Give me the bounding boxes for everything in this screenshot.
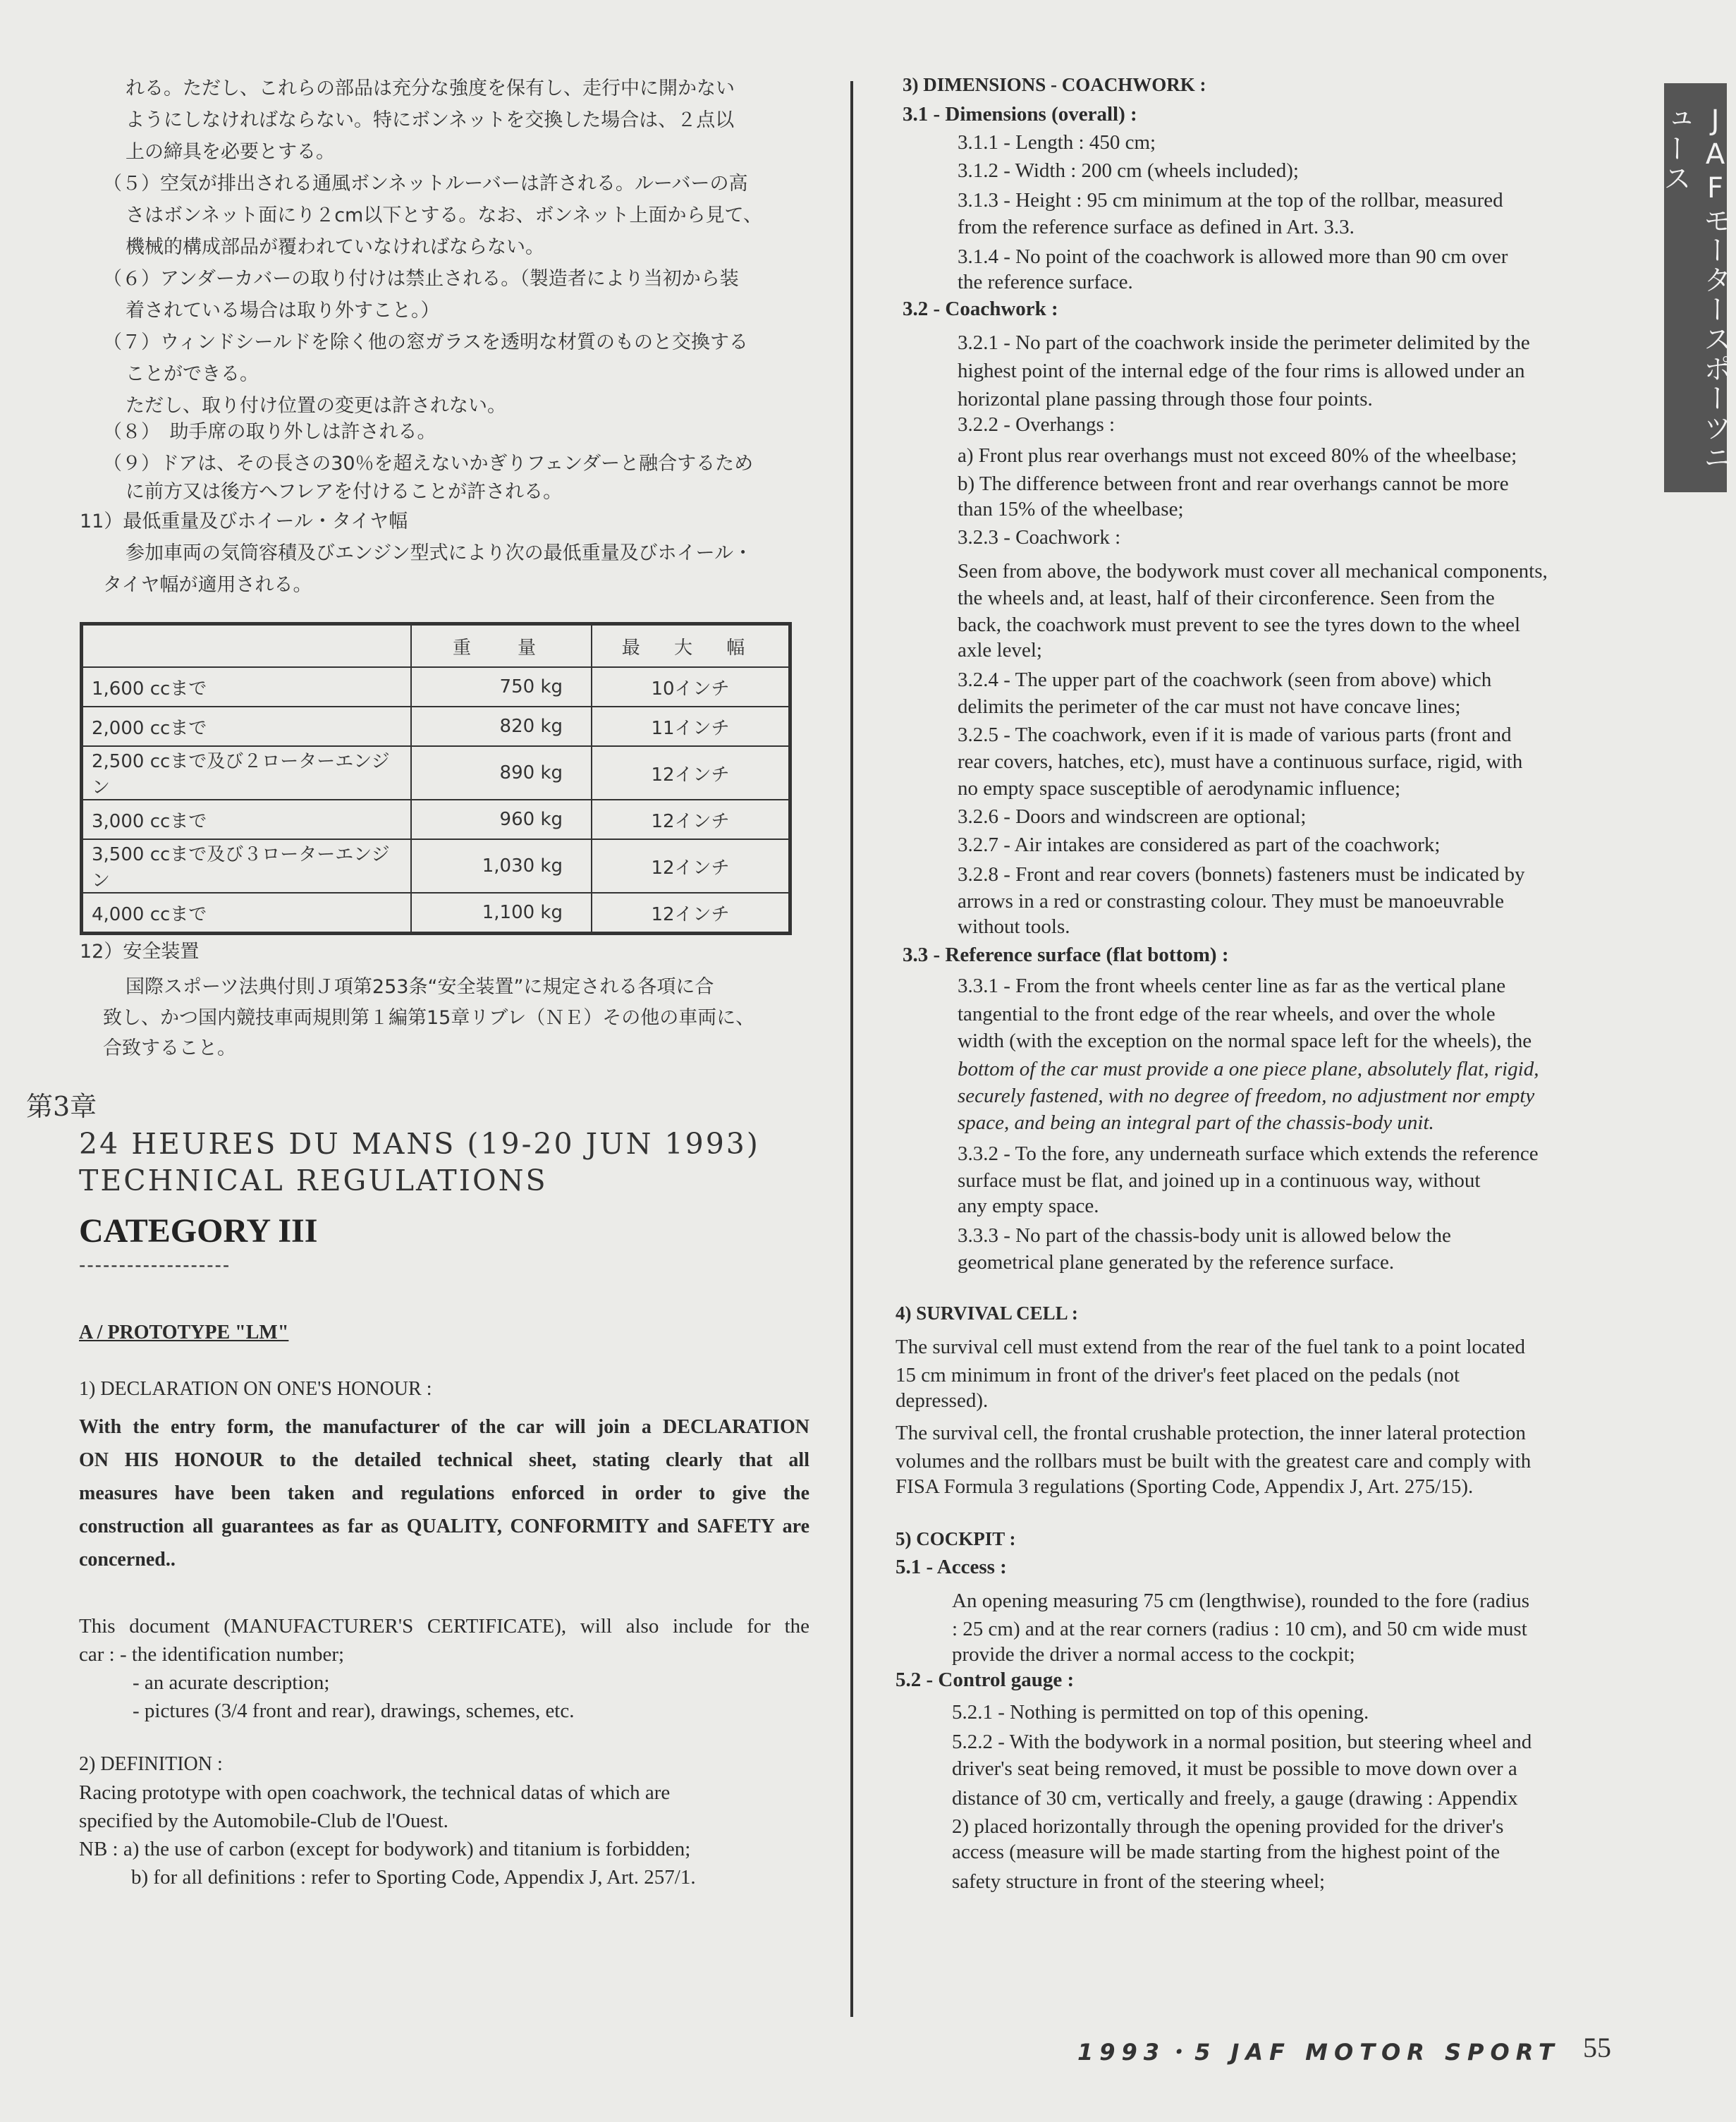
paragraph-line: The survival cell, the frontal crushable protection, the inner lateral protection: [895, 1422, 1526, 1444]
table-cell: 1,030 kg: [411, 839, 592, 893]
magazine-footer: 1993・5 JAF MOTOR SPORT: [1077, 2039, 1560, 2066]
paragraph-line: measures have been taken and regulations enforced in order to give the: [79, 1482, 809, 1504]
table-cell: 960 kg: [411, 800, 592, 839]
subsection-heading: 5.1 - Access :: [895, 1556, 1007, 1578]
paragraph-line: Racing prototype with open coachwork, the technical datas of which are: [79, 1781, 671, 1804]
paragraph-line: axle level;: [958, 639, 1042, 661]
paragraph-line: surface must be flat, and joined up in a continuous way, without: [958, 1169, 1481, 1192]
table-header: 重 量: [411, 624, 592, 668]
paragraph-line: distance of 30 cm, vertically and freely, a gauge (drawing : Appendix: [952, 1787, 1518, 1810]
paragraph-line: bottom of the car must provide a one piece plane, absolutely flat, rigid,: [958, 1058, 1539, 1080]
jp-line: 致し、かつ国内競技車両規則第１編第15章リブレ（ＮＥ）その他の車両に、: [103, 1007, 755, 1029]
jp-line: （９）ドアは、その長さの30％を超えないかぎりフェンダーと融合するため: [103, 453, 754, 475]
paragraph-line: 3.3.3 - No part of the chassis-body unit is allowed below the: [958, 1224, 1451, 1247]
table-header-row: [82, 624, 790, 668]
paragraph-line: concerned..: [79, 1549, 176, 1571]
paragraph-line: 3.2.3 - Coachwork :: [958, 526, 1121, 549]
paragraph-line: width (with the exception on the normal space left for the wheels), the: [958, 1030, 1532, 1052]
subsection-heading: 5.2 - Control gauge :: [895, 1669, 1075, 1691]
paragraph-line: 3.1.2 - Width : 200 cm (wheels included);: [958, 159, 1299, 182]
table-row: [82, 746, 790, 800]
table-cell: 3,000 ccまで: [82, 800, 412, 839]
paragraph-line: specified by the Automobile-Club de l'Ouest.: [79, 1810, 448, 1832]
paragraph-line: 3.3.1 - From the front wheels center line as far as the vertical plane: [958, 975, 1506, 997]
paragraph-line: delimits the perimeter of the car must not have concave lines;: [958, 695, 1461, 718]
jp-line: に前方又は後方へフレアを付けることが許される。: [126, 481, 563, 503]
table-cell: 12インチ: [592, 746, 790, 800]
paragraph-line: 2) placed horizontally through the opening provided for the driver's: [952, 1815, 1504, 1838]
paragraph-line: b) The difference between front and rear overhangs cannot be more: [958, 472, 1509, 495]
jp-line: タイヤ幅が適用される。: [103, 574, 312, 596]
paragraph-line: car : - the identification number;: [79, 1643, 345, 1666]
jp-line: （８） 助手席の取り外しは許される。: [103, 421, 436, 443]
paragraph-line: depressed).: [895, 1389, 989, 1412]
table-cell: 1,600 ccまで: [82, 667, 412, 707]
paragraph-line: geometrical plane generated by the reference surface.: [958, 1251, 1395, 1274]
jp-line: ただし、取り付け位置の変更は許されない。: [126, 395, 506, 417]
paragraph-line: rear covers, hatches, etc), must have a continuous surface, rigid, with: [958, 750, 1523, 773]
table-cell: 1,100 kg: [411, 893, 592, 934]
paragraph-line: no empty space susceptible of aerodynamic influence;: [958, 777, 1401, 800]
table-cell: 4,000 ccまで: [82, 893, 412, 934]
paragraph-line: 3.2.2 - Overhangs :: [958, 413, 1115, 436]
jp-line: 11）最低重量及びホイール・タイヤ幅: [80, 511, 408, 532]
table-row: [82, 707, 790, 746]
subsection-heading: 3.2 - Coachwork :: [903, 298, 1058, 320]
table-cell: 12インチ: [592, 839, 790, 893]
paragraph-line: The survival cell must extend from the rear of the fuel tank to a point located: [895, 1336, 1526, 1358]
paragraph-line: the wheels and, at least, half of their circonference. Seen from the: [958, 587, 1495, 609]
paragraph-line: 3.2.5 - The coachwork, even if it is made of various parts (front and: [958, 724, 1512, 746]
jp-line: （５）空気が排出される通風ボンネットルーバーは許される。ルーバーの高: [103, 173, 748, 195]
table-row: [82, 667, 790, 707]
paragraph-line: - pictures (3/4 front and rear), drawings, schemes, etc.: [133, 1700, 575, 1722]
paragraph-line: 3.1.1 - Length : 450 cm;: [958, 131, 1156, 154]
paragraph-line: : 25 cm) and at the rear corners (radius : 10 cm), and 50 cm wide must: [952, 1618, 1527, 1640]
jp-line: （６）アンダーカバーの取り付けは禁止される。（製造者により当初から装: [103, 268, 739, 290]
jp-line: 12）安全装置: [80, 941, 200, 963]
jp-line: 上の締具を必要とする。: [126, 141, 335, 163]
section-heading: 5) COCKPIT :: [895, 1528, 1016, 1549]
table-cell: 12インチ: [592, 800, 790, 839]
jp-line: 合致すること。: [103, 1037, 236, 1059]
side-tab: JAFモータースポーツニュース: [1664, 83, 1727, 492]
paragraph-line: volumes and the rollbars must be built with the greatest care and comply with: [895, 1450, 1532, 1472]
paragraph-line: This document (MANUFACTURER'S CERTIFICATE), will also include for the: [79, 1615, 809, 1638]
jp-line: さはボンネット面にり２cm以下とする。なお、ボンネット上面から見て、: [126, 205, 762, 226]
table-row: [82, 893, 790, 934]
subsection-heading: 3.3 - Reference surface (flat bottom) :: [903, 944, 1229, 966]
page-number: 55: [1583, 2032, 1611, 2063]
jp-line: 機械的構成部品が覆われていなければならない。: [126, 236, 544, 258]
table-cell: 3,500 ccまで及び３ローターエンジン: [82, 839, 412, 893]
document-subtitle: TECHNICAL REGULATIONS: [79, 1164, 548, 1197]
category-heading: CATEGORY III: [79, 1212, 318, 1250]
table-cell: 2,000 ccまで: [82, 707, 412, 746]
paragraph-line: 15 cm minimum in front of the driver's feet placed on the pedals (not: [895, 1364, 1460, 1386]
paragraph-line: 3.1.3 - Height : 95 cm minimum at the top of the rollbar, measured: [958, 189, 1503, 212]
table-cell: 820 kg: [411, 707, 592, 746]
paragraph-line: without tools.: [958, 915, 1070, 938]
paragraph-line: horizontal plane passing through those four points.: [958, 388, 1373, 410]
table-cell: 2,500 ccまで及び２ローターエンジン: [82, 746, 412, 800]
paragraph-line: highest point of the internal edge of the four rims is allowed under an: [958, 360, 1525, 382]
paragraph-line: driver's seat being removed, it must be possible to move down over a: [952, 1757, 1517, 1780]
section-heading: 1) DECLARATION ON ONE'S HONOUR :: [79, 1378, 432, 1400]
table-cell: 750 kg: [411, 667, 592, 707]
paragraph-line: FISA Formula 3 regulations (Sporting Code, Appendix J, Art. 275/15).: [895, 1475, 1474, 1498]
paragraph-line: 3.2.4 - The upper part of the coachwork (seen from above) which: [958, 669, 1492, 691]
table-cell: 890 kg: [411, 746, 592, 800]
column-divider: [850, 81, 853, 2017]
paragraph-line: 3.1.4 - No point of the coachwork is allowed more than 90 cm over: [958, 245, 1508, 268]
paragraph-line: tangential to the front edge of the rear wheels, and over the whole: [958, 1003, 1496, 1025]
table-header: 最 大 幅: [592, 624, 790, 668]
paragraph-line: provide the driver a normal access to the cockpit;: [952, 1643, 1355, 1666]
table-row: [82, 800, 790, 839]
paragraph-line: With the entry form, the manufacturer of the car will join a DECLARATION: [79, 1416, 809, 1438]
paragraph-line: NB : a) the use of carbon (except for bodywork) and titanium is forbidden;: [79, 1838, 691, 1860]
paragraph-line: securely fastened, with no degree of freedom, no adjustment nor empty: [958, 1085, 1535, 1107]
table-header: [82, 624, 412, 668]
paragraph-line: the reference surface.: [958, 271, 1133, 293]
section-heading: 3) DIMENSIONS - COACHWORK :: [903, 74, 1206, 95]
paragraph-line: An opening measuring 75 cm (lengthwise), rounded to the fore (radius: [952, 1590, 1530, 1612]
jp-line: ようにしなければならない。特にボンネットを交換した場合は、２点以: [126, 109, 735, 131]
paragraph-line: construction all guarantees as far as QUALITY, CONFORMITY and SAFETY are: [79, 1516, 809, 1537]
paragraph-line: Seen from above, the bodywork must cover all mechanical components,: [958, 560, 1548, 583]
table-cell: 12インチ: [592, 893, 790, 934]
paragraph-line: 3.3.2 - To the fore, any underneath surface which extends the reference: [958, 1142, 1539, 1165]
section-heading-a: [79, 1319, 288, 1347]
paragraph-line: - an acurate description;: [133, 1671, 330, 1694]
paragraph-line: 3.2.1 - No part of the coachwork inside the perimeter delimited by the: [958, 331, 1530, 354]
paragraph-line: 5.2.1 - Nothing is permitted on top of this opening.: [952, 1701, 1369, 1724]
paragraph-line: 5.2.2 - With the bodywork in a normal position, but steering wheel and: [952, 1731, 1532, 1753]
paragraph-line: than 15% of the wheelbase;: [958, 498, 1184, 520]
subsection-heading: 3.1 - Dimensions (overall) :: [903, 103, 1137, 126]
paragraph-line: access (measure will be made starting from the highest point of the: [952, 1841, 1500, 1863]
jp-line: 参加車両の気筒容積及びエンジン型式により次の最低重量及びホイール・: [126, 542, 753, 564]
dashed-rule: -------------------: [79, 1254, 231, 1276]
paragraph-line: 3.2.6 - Doors and windscreen are optional;: [958, 805, 1307, 828]
table-row: [82, 839, 790, 893]
section-heading: 2) DEFINITION :: [79, 1753, 223, 1775]
table-cell: 11インチ: [592, 707, 790, 746]
paragraph-line: from the reference surface as defined in Art. 3.3.: [958, 216, 1355, 238]
chapter-number: 第3章: [26, 1091, 97, 1122]
jp-line: 国際スポーツ法典付則Ｊ項第253条“安全装置”に規定される各項に合: [126, 976, 714, 998]
paragraph-line: ON HIS HONOUR to the detailed technical sheet, stating clearly that all: [79, 1449, 809, 1471]
paragraph-line: 3.2.7 - Air intakes are considered as part of the coachwork;: [958, 834, 1441, 856]
section-heading: 4) SURVIVAL CELL :: [895, 1303, 1078, 1324]
paragraph-line: safety structure in front of the steering wheel;: [952, 1870, 1326, 1893]
jp-line: （７）ウィンドシールドを除く他の窓ガラスを透明な材質のものと交換する: [103, 331, 749, 353]
document-title: 24 HEURES DU MANS (19-20 JUN 1993): [79, 1127, 760, 1161]
paragraph-line: b) for all definitions : refer to Sporting Code, Appendix J, Art. 257/1.: [131, 1866, 696, 1889]
jp-line: ことができる。: [126, 363, 259, 385]
paragraph-line: space, and being an integral part of the chassis-body unit.: [958, 1111, 1434, 1134]
weight-table: [80, 622, 792, 935]
section-heading-text: A / PROTOTYPE "LM": [79, 1322, 289, 1343]
table-cell: 10インチ: [592, 667, 790, 707]
paragraph-line: arrows in a red or constrasting colour. They must be manoeuvrable: [958, 890, 1504, 913]
paragraph-line: a) Front plus rear overhangs must not exceed 80% of the wheelbase;: [958, 444, 1517, 467]
paragraph-line: any empty space.: [958, 1195, 1099, 1217]
jp-line: 着されている場合は取り外すこと。）: [126, 300, 440, 322]
jp-line: れる。ただし、これらの部品は充分な強度を保有し、走行中に開かない: [126, 78, 735, 99]
paragraph-line: 3.2.8 - Front and rear covers (bonnets) fasteners must be indicated by: [958, 863, 1525, 886]
paragraph-line: back, the coachwork must prevent to see the tyres down to the wheel: [958, 614, 1521, 636]
